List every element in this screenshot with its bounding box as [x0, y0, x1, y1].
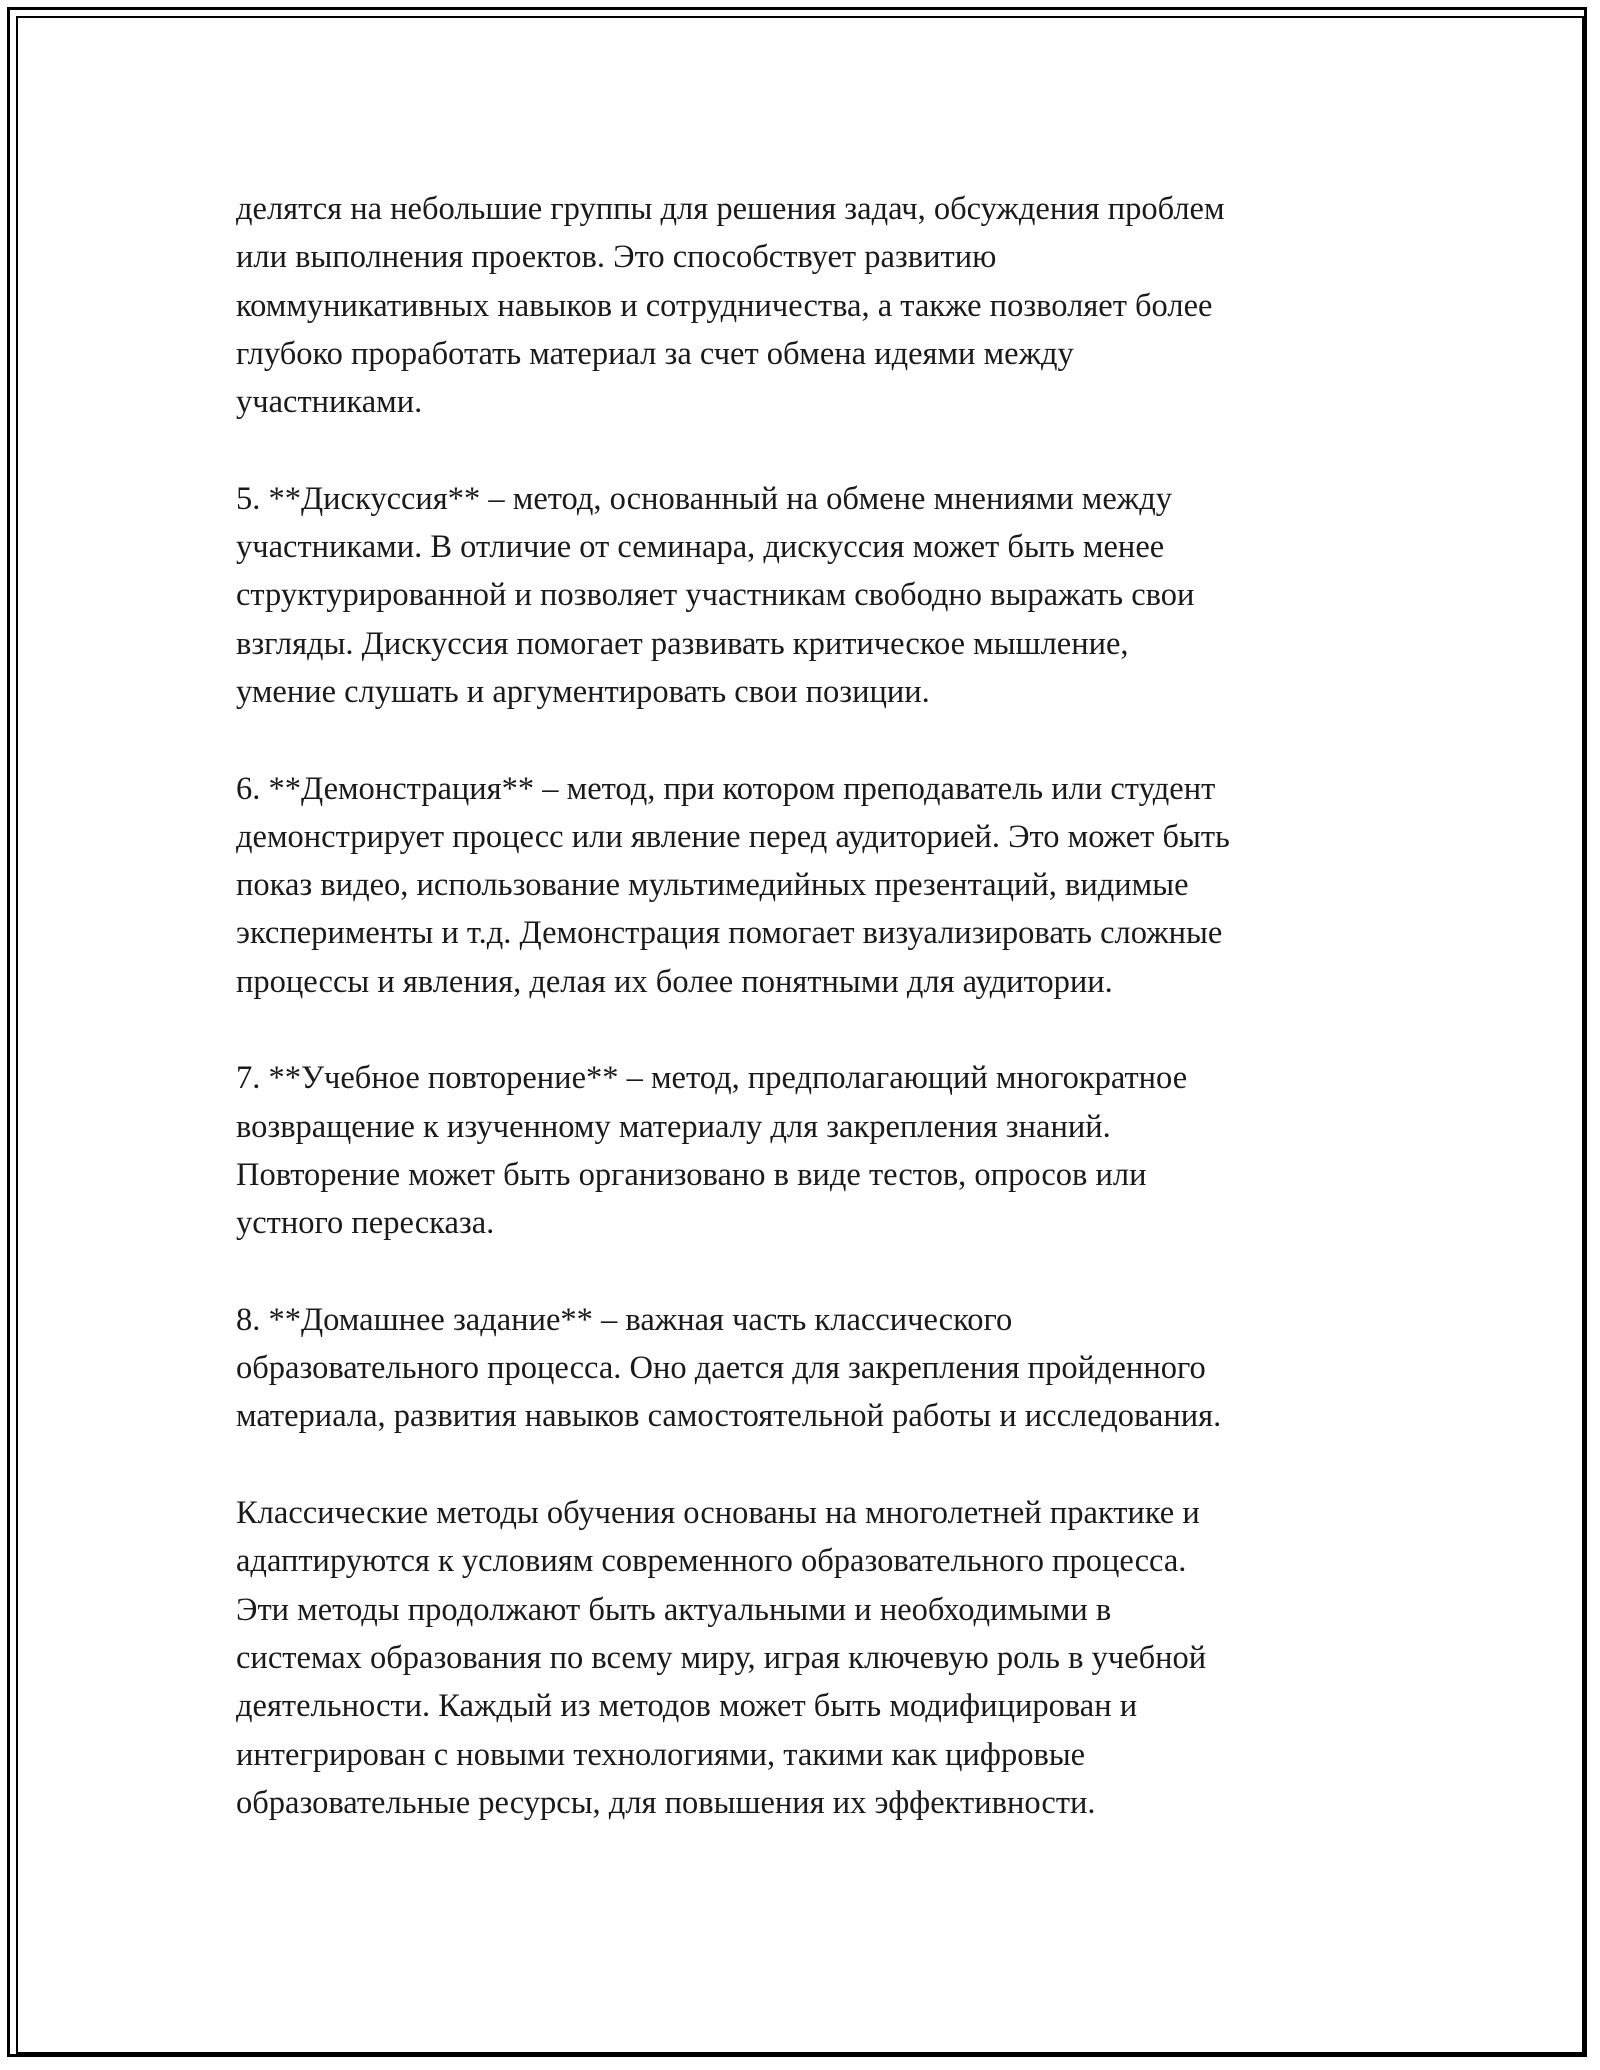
document-body — [236, 185, 1366, 1827]
paragraph-demonstration: 6. **Демонстрация** – метод, при котором преподаватель или студент демонстрирует процесс или явление перед аудиторией. Это может быть показ видео, использование мультимедийных презентаций, видимые эксперименты и т.д. Демонстрация помогает визуализировать сложные процессы и явления, делая их более понятными для аудитории. — [236, 770, 1230, 1000]
paragraph-homework: 8. **Домашнее задание** – важная часть классического образовательного процесса. Оно дается для закрепления пройденного материала, развития навыков самостоятельной работы и исследования. — [236, 1301, 1222, 1435]
paragraph-group-work-continuation: делятся на небольшие группы для решения задач, обсуждения проблем или выполнения проектов. Это способствует развитию коммуникативных навыков и сотрудничества, а также позволяет более глубоко проработать материал за счет обмена идеями между участниками. — [236, 191, 1225, 421]
paragraph-conclusion: Классические методы обучения основаны на многолетней практике и адаптируются к условиям современного образовательного процесса. Эти методы продолжают быть актуальными и необходимыми в системах образования по всему миру, играя ключевую роль в учебной деятельности. Каждый из методов может быть модифицирован и интегрирован с новыми технологиями, такими как цифровые образовательные ресурсы, для повышения их эффективности. — [236, 1495, 1207, 1821]
paragraph-discussion: 5. **Дискуссия** – метод, основанный на обмене мнениями между участниками. В отличие от семинара, дискуссия может быть менее структурированной и позволяет участникам свободно выражать свои взгляды. Дискуссия помогает развивать критическое мышление, умение слушать и аргументировать свои позиции. — [236, 480, 1195, 710]
paragraph-review: 7. **Учебное повторение** – метод, предполагающий многократное возвращение к изученному материалу для закрепления знаний. Повторение может быть организовано в виде тестов, опросов или устного пересказа. — [236, 1060, 1188, 1242]
